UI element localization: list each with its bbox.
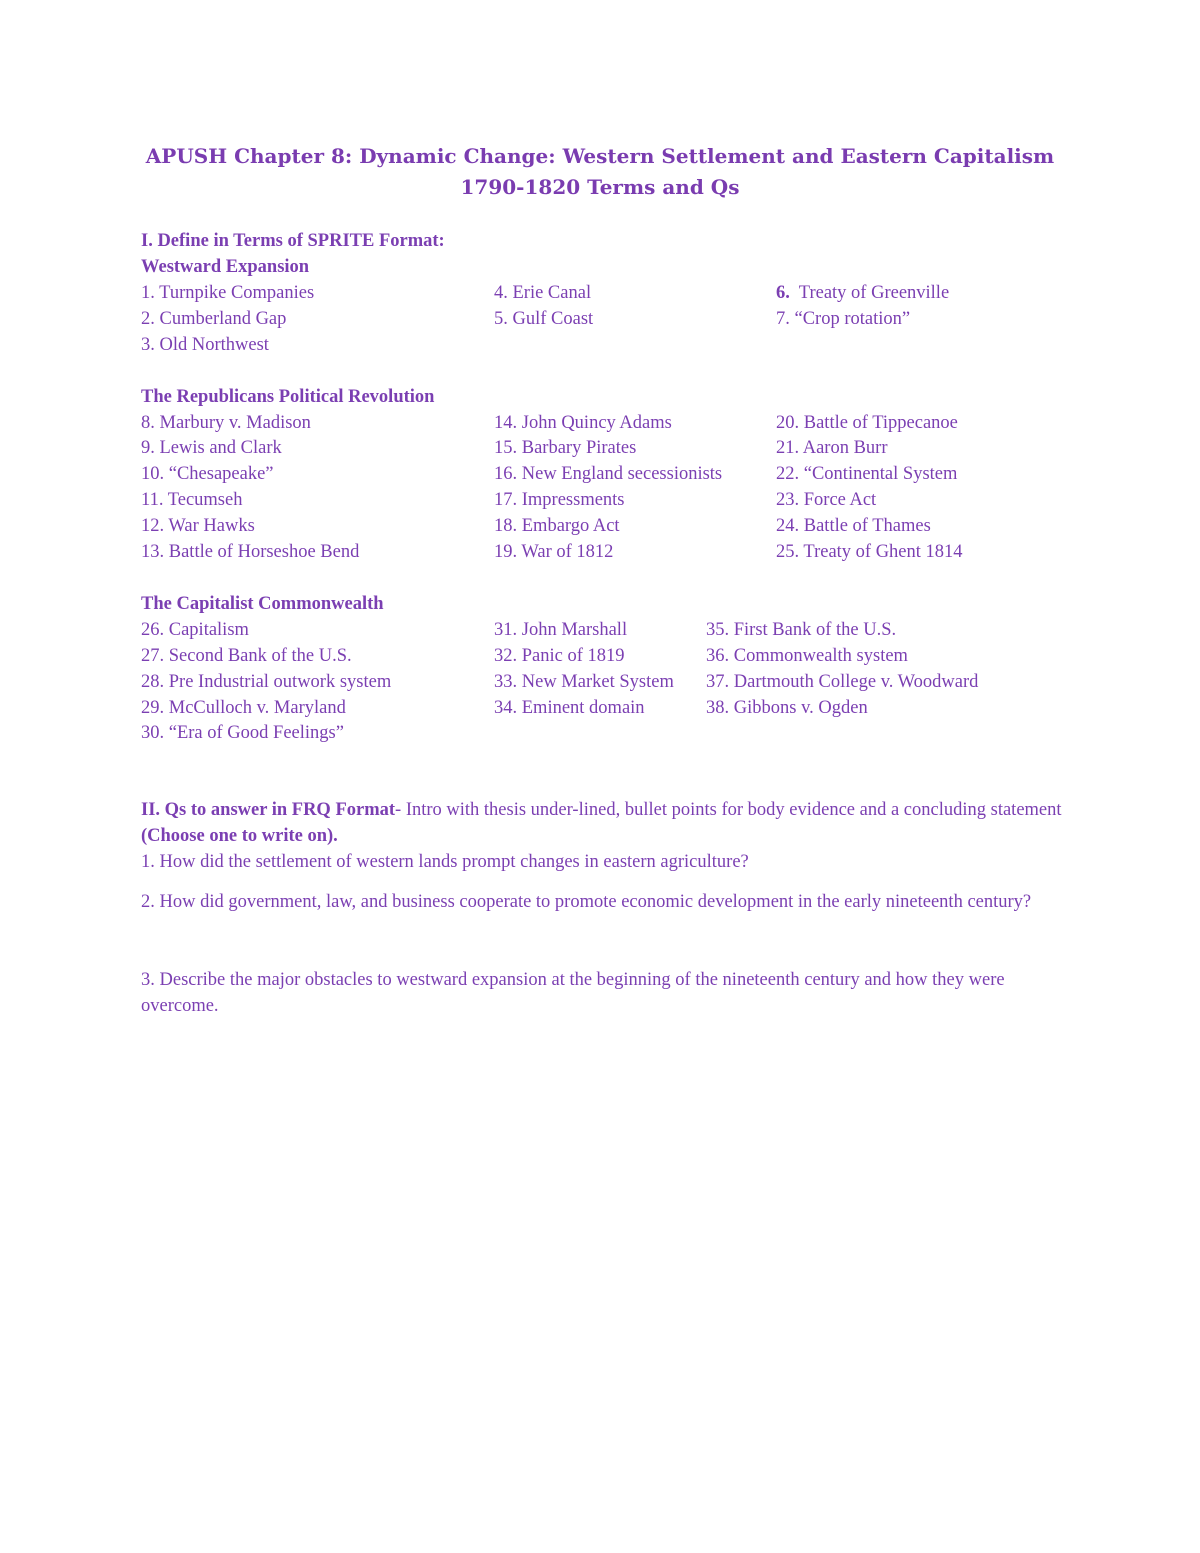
- term-item: 17. Impressments: [494, 490, 625, 510]
- term-item: 11. Tecumseh: [141, 490, 243, 510]
- question-item: 2. How did government, law, and business cooperate to promote economic development in the early nineteenth century?: [141, 892, 1032, 912]
- term-item: 31. John Marshall: [494, 620, 628, 640]
- term-item: 14. John Quincy Adams: [494, 413, 672, 433]
- term-item: 2. Cumberland Gap: [141, 309, 287, 329]
- term-item: 16. New England secessionists: [494, 464, 723, 484]
- term-item: 19. War of 1812: [494, 542, 614, 562]
- part2-choose-note: (Choose one to write on).: [141, 826, 338, 846]
- part1-heading: I. Define in Terms of SPRITE Format:: [141, 231, 445, 251]
- section-heading-capitalist: The Capitalist Commonwealth: [141, 594, 384, 614]
- term-item: 1. Turnpike Companies: [141, 283, 315, 303]
- term-item: 4. Erie Canal: [494, 283, 592, 303]
- term-item: 3. Old Northwest: [141, 335, 269, 355]
- section-heading-republicans: The Republicans Political Revolution: [141, 387, 435, 407]
- term-item: 35. First Bank of the U.S.: [706, 620, 897, 640]
- term-item: 36. Commonwealth system: [706, 646, 908, 666]
- term-item: 32. Panic of 1819: [494, 646, 625, 666]
- term-number: 6.: [776, 283, 790, 303]
- term-item: 9. Lewis and Clark: [141, 438, 282, 458]
- term-item: 18. Embargo Act: [494, 516, 620, 536]
- term-item: 23. Force Act: [776, 490, 877, 510]
- term-item: 15. Barbary Pirates: [494, 438, 637, 458]
- term-item: 24. Battle of Thames: [776, 516, 931, 536]
- part2-intro: [141, 797, 1071, 849]
- term-item: 38. Gibbons v. Ogden: [706, 698, 868, 718]
- page-subtitle: 1790-1820 Terms and Qs: [460, 175, 740, 199]
- term-item: 21. Aaron Burr: [776, 438, 888, 458]
- question-item: 1. How did the settlement of western lands prompt changes in eastern agriculture?: [141, 852, 749, 872]
- term-item: 20. Battle of Tippecanoe: [776, 413, 958, 433]
- part2-instructions: - Intro with thesis under-lined, bullet points for body evidence and a concluding statement: [395, 800, 1062, 820]
- section-heading-westward: Westward Expansion: [141, 257, 310, 277]
- term-item: 34. Eminent domain: [494, 698, 645, 718]
- term-item: 22. “Continental System: [776, 464, 958, 484]
- page-title: APUSH Chapter 8: Dynamic Change: Western Settlement and Eastern Capitalism: [145, 144, 1055, 168]
- term-item: 30. “Era of Good Feelings”: [141, 723, 344, 743]
- term-item: 29. McCulloch v. Maryland: [141, 698, 346, 718]
- term-item: [776, 282, 949, 304]
- term-item: 5. Gulf Coast: [494, 309, 594, 329]
- term-item: 26. Capitalism: [141, 620, 249, 640]
- term-text: Treaty of Greenville: [798, 283, 950, 303]
- part2-heading: II. Qs to answer in FRQ Format: [141, 800, 396, 820]
- question-item: 3. Describe the major obstacles to westward expansion at the beginning of the nineteenth century and how they were overcome.: [141, 970, 1005, 1016]
- term-item: 10. “Chesapeake”: [141, 464, 274, 484]
- term-item: 27. Second Bank of the U.S.: [141, 646, 352, 666]
- term-item: 37. Dartmouth College v. Woodward: [706, 672, 979, 692]
- term-item: 13. Battle of Horseshoe Bend: [141, 542, 360, 562]
- term-item: 33. New Market System: [494, 672, 674, 692]
- term-item: 8. Marbury v. Madison: [141, 413, 311, 433]
- term-item: 7. “Crop rotation”: [776, 309, 911, 329]
- term-item: 28. Pre Industrial outwork system: [141, 672, 392, 692]
- term-item: 25. Treaty of Ghent 1814: [776, 542, 963, 562]
- term-item: 12. War Hawks: [141, 516, 255, 536]
